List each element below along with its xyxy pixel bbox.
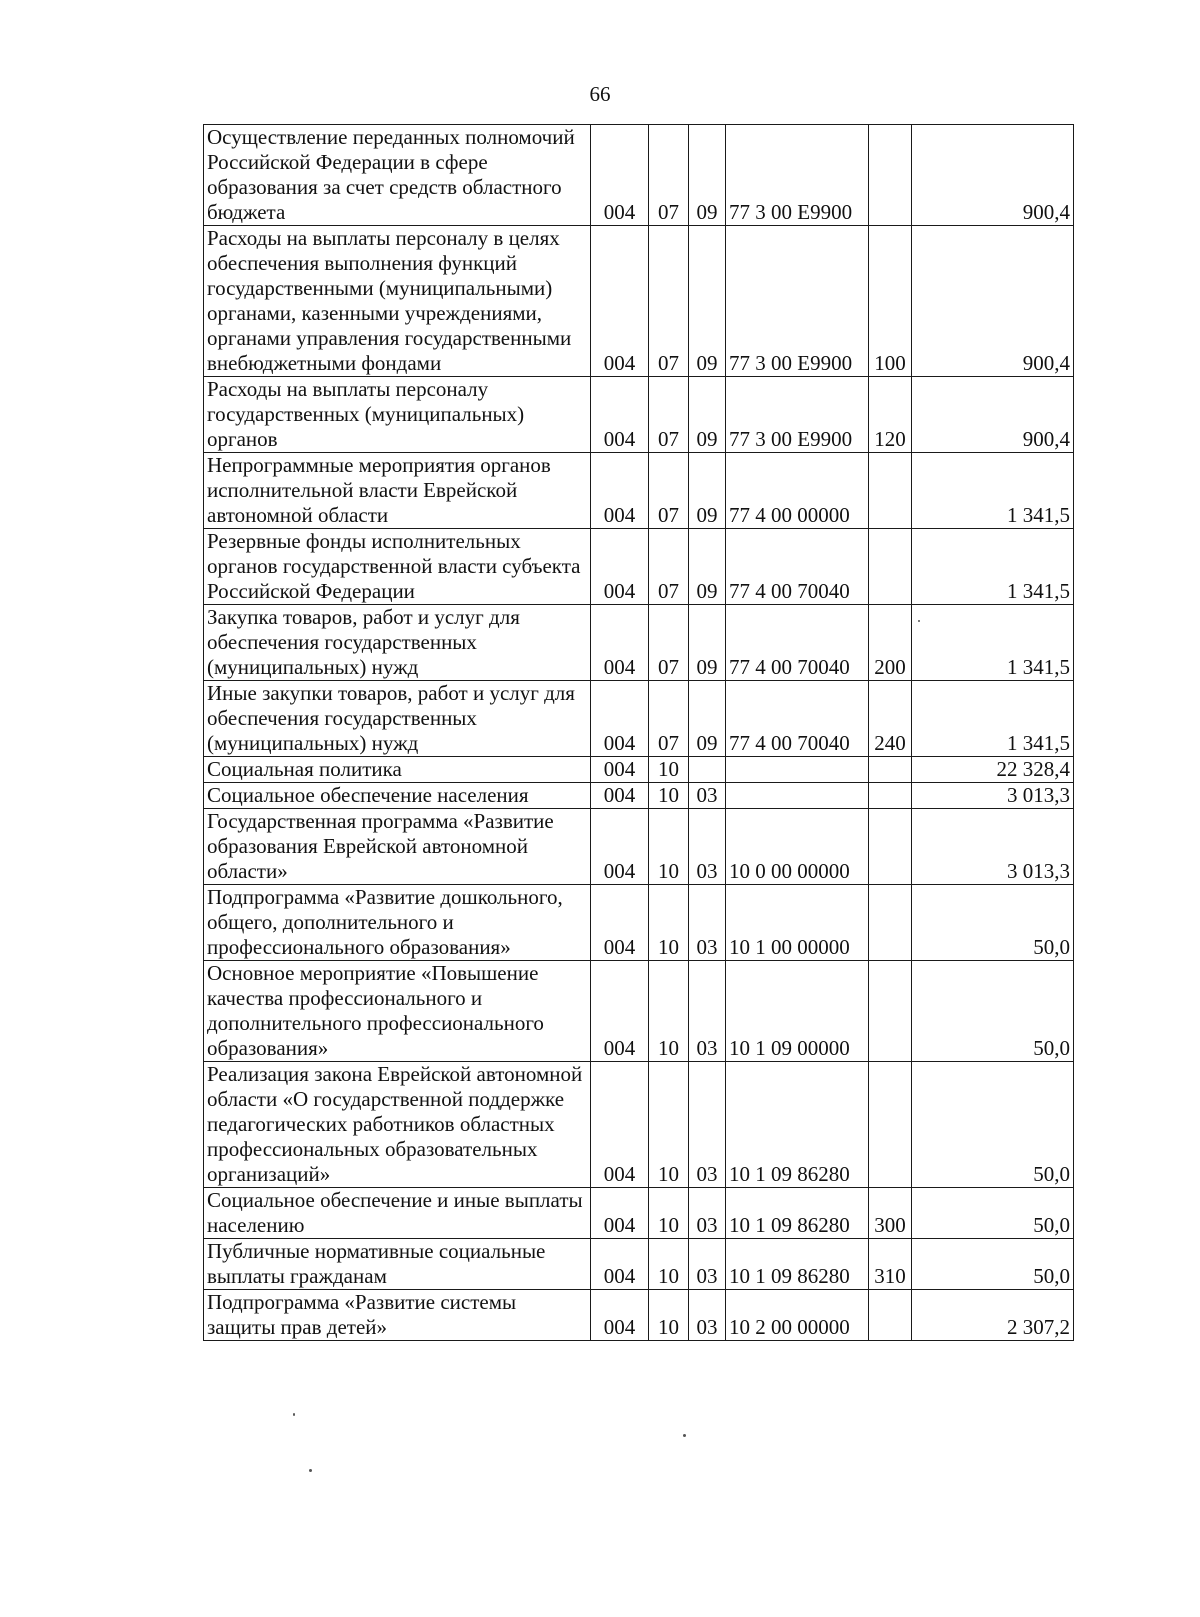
subsection-code-cell: 09 [689,377,726,453]
amount-cell: 1 341,5 [912,529,1074,605]
grbs-code-cell: 004 [591,1188,649,1239]
page-number: 66 [589,82,611,106]
expense-type-cell [869,529,912,605]
row-name-cell: Расходы на выплаты персоналу государственных (муниципальных) органов [204,377,591,453]
target-article-cell: 77 4 00 70040 [726,605,869,681]
expense-type-cell [869,757,912,783]
subsection-code-cell: 03 [689,1239,726,1290]
row-name-cell: Осуществление переданных полномочий Российской Федерации в сфере образования за счет средств областного бюджета [204,125,591,226]
expense-type-cell: 310 [869,1239,912,1290]
grbs-code-cell: 004 [591,125,649,226]
subsection-code-cell: 09 [689,529,726,605]
amount-cell: 22 328,4 [912,757,1074,783]
expense-type-cell [869,783,912,809]
table-row [204,681,1074,757]
table-row [204,885,1074,961]
row-name-cell: Закупка товаров, работ и услуг для обеспечения государственных (муниципальных) нужд [204,605,591,681]
row-name-cell: Подпрограмма «Развитие дошкольного, общего, дополнительного и профессионального образования» [204,885,591,961]
scan-speck [293,1413,295,1416]
section-code-cell: 07 [649,125,689,226]
grbs-code-cell: 004 [591,681,649,757]
subsection-code-cell: 03 [689,1188,726,1239]
row-name-cell: Иные закупки товаров, работ и услуг для обеспечения государственных (муниципальных) нужд [204,681,591,757]
target-article-cell: 10 1 09 00000 [726,961,869,1062]
amount-cell: 1 341,5 [912,605,1074,681]
grbs-code-cell: 004 [591,783,649,809]
target-article-cell: 10 1 09 86280 [726,1062,869,1188]
section-code-cell: 07 [649,453,689,529]
section-code-cell: 10 [649,1188,689,1239]
amount-cell: 50,0 [912,885,1074,961]
section-code-cell: 07 [649,226,689,377]
grbs-code-cell: 004 [591,453,649,529]
grbs-code-cell: 004 [591,226,649,377]
row-name-cell: Социальная политика [204,757,591,783]
section-code-cell: 07 [649,605,689,681]
table-row [204,529,1074,605]
amount-cell: 50,0 [912,1239,1074,1290]
section-code-cell: 10 [649,961,689,1062]
section-code-cell: 10 [649,783,689,809]
row-name-cell: Непрограммные мероприятия органов исполнительной власти Еврейской автономной области [204,453,591,529]
table-row [204,809,1074,885]
target-article-cell [726,783,869,809]
row-name-cell: Резервные фонды исполнительных органов государственной власти субъекта Российской Федерации [204,529,591,605]
row-name-cell: Социальное обеспечение и иные выплаты населению [204,1188,591,1239]
grbs-code-cell: 004 [591,809,649,885]
amount-cell: 900,4 [912,226,1074,377]
target-article-cell [726,757,869,783]
expense-type-cell [869,1062,912,1188]
grbs-code-cell: 004 [591,885,649,961]
section-code-cell: 10 [649,809,689,885]
section-code-cell: 10 [649,757,689,783]
target-article-cell: 10 2 00 00000 [726,1290,869,1341]
section-code-cell: 10 [649,1290,689,1341]
target-article-cell: 77 3 00 Е9900 [726,377,869,453]
subsection-code-cell: 09 [689,226,726,377]
amount-cell: 3 013,3 [912,809,1074,885]
amount-cell: 50,0 [912,961,1074,1062]
row-name-cell: Публичные нормативные социальные выплаты гражданам [204,1239,591,1290]
grbs-code-cell: 004 [591,1239,649,1290]
section-code-cell: 10 [649,1239,689,1290]
grbs-code-cell: 004 [591,377,649,453]
table-row [204,605,1074,681]
subsection-code-cell: 09 [689,605,726,681]
row-name-cell: Подпрограмма «Развитие системы защиты прав детей» [204,1290,591,1341]
expense-type-cell [869,809,912,885]
table-row [204,377,1074,453]
grbs-code-cell: 004 [591,605,649,681]
grbs-code-cell: 004 [591,1290,649,1341]
amount-cell: 900,4 [912,377,1074,453]
row-name-cell: Реализация закона Еврейской автономной области «О государственной поддержке педагогических работников областных профессиональных образовательных организаций» [204,1062,591,1188]
row-name-cell: Основное мероприятие «Повышение качества профессионального и дополнительного профессионального образования» [204,961,591,1062]
row-name-cell: Социальное обеспечение населения [204,783,591,809]
table-row [204,1239,1074,1290]
target-article-cell: 10 0 00 00000 [726,809,869,885]
table-row [204,757,1074,783]
expense-type-cell: 300 [869,1188,912,1239]
amount-cell: 50,0 [912,1062,1074,1188]
table-row [204,1062,1074,1188]
target-article-cell: 77 4 00 70040 [726,529,869,605]
grbs-code-cell: 004 [591,529,649,605]
amount-cell: 1 341,5 [912,453,1074,529]
expense-type-cell [869,885,912,961]
expense-type-cell [869,1290,912,1341]
scan-speck [683,1434,686,1437]
expense-type-cell: 200 [869,605,912,681]
table-row [204,1188,1074,1239]
grbs-code-cell: 004 [591,961,649,1062]
expense-type-cell [869,961,912,1062]
amount-cell: 2 307,2 [912,1290,1074,1341]
amount-cell: 1 341,5 [912,681,1074,757]
grbs-code-cell: 004 [591,1062,649,1188]
table-row [204,453,1074,529]
expense-type-cell: 240 [869,681,912,757]
row-name-cell: Государственная программа «Развитие образования Еврейской автономной области» [204,809,591,885]
amount-cell: 50,0 [912,1188,1074,1239]
amount-cell: 3 013,3 [912,783,1074,809]
target-article-cell: 77 3 00 Е9900 [726,125,869,226]
section-code-cell: 10 [649,885,689,961]
table-row [204,783,1074,809]
target-article-cell: 77 4 00 70040 [726,681,869,757]
section-code-cell: 07 [649,377,689,453]
target-article-cell: 10 1 09 86280 [726,1239,869,1290]
subsection-code-cell: 03 [689,885,726,961]
target-article-cell: 77 3 00 Е9900 [726,226,869,377]
table-row [204,125,1074,226]
row-name-cell: Расходы на выплаты персоналу в целях обеспечения выполнения функций государственными (муниципальными) органами, казенными учреждениями, органами управления государственными внебюджетными фондами [204,226,591,377]
subsection-code-cell: 03 [689,809,726,885]
expense-type-cell: 120 [869,377,912,453]
subsection-code-cell: 09 [689,681,726,757]
expense-type-cell [869,453,912,529]
subsection-code-cell: 09 [689,125,726,226]
subsection-code-cell [689,757,726,783]
scan-speck [309,1469,312,1472]
subsection-code-cell: 03 [689,783,726,809]
section-code-cell: 07 [649,681,689,757]
subsection-code-cell: 03 [689,1290,726,1341]
target-article-cell: 10 1 00 00000 [726,885,869,961]
table-body [204,125,1074,1341]
grbs-code-cell: 004 [591,757,649,783]
scan-speck [918,620,920,622]
budget-table [203,124,1074,1341]
subsection-code-cell: 03 [689,961,726,1062]
section-code-cell: 07 [649,529,689,605]
target-article-cell: 10 1 09 86280 [726,1188,869,1239]
table-row [204,1290,1074,1341]
table-row [204,226,1074,377]
amount-cell: 900,4 [912,125,1074,226]
subsection-code-cell: 03 [689,1062,726,1188]
section-code-cell: 10 [649,1062,689,1188]
table-row [204,961,1074,1062]
expense-type-cell: 100 [869,226,912,377]
target-article-cell: 77 4 00 00000 [726,453,869,529]
subsection-code-cell: 09 [689,453,726,529]
expense-type-cell [869,125,912,226]
